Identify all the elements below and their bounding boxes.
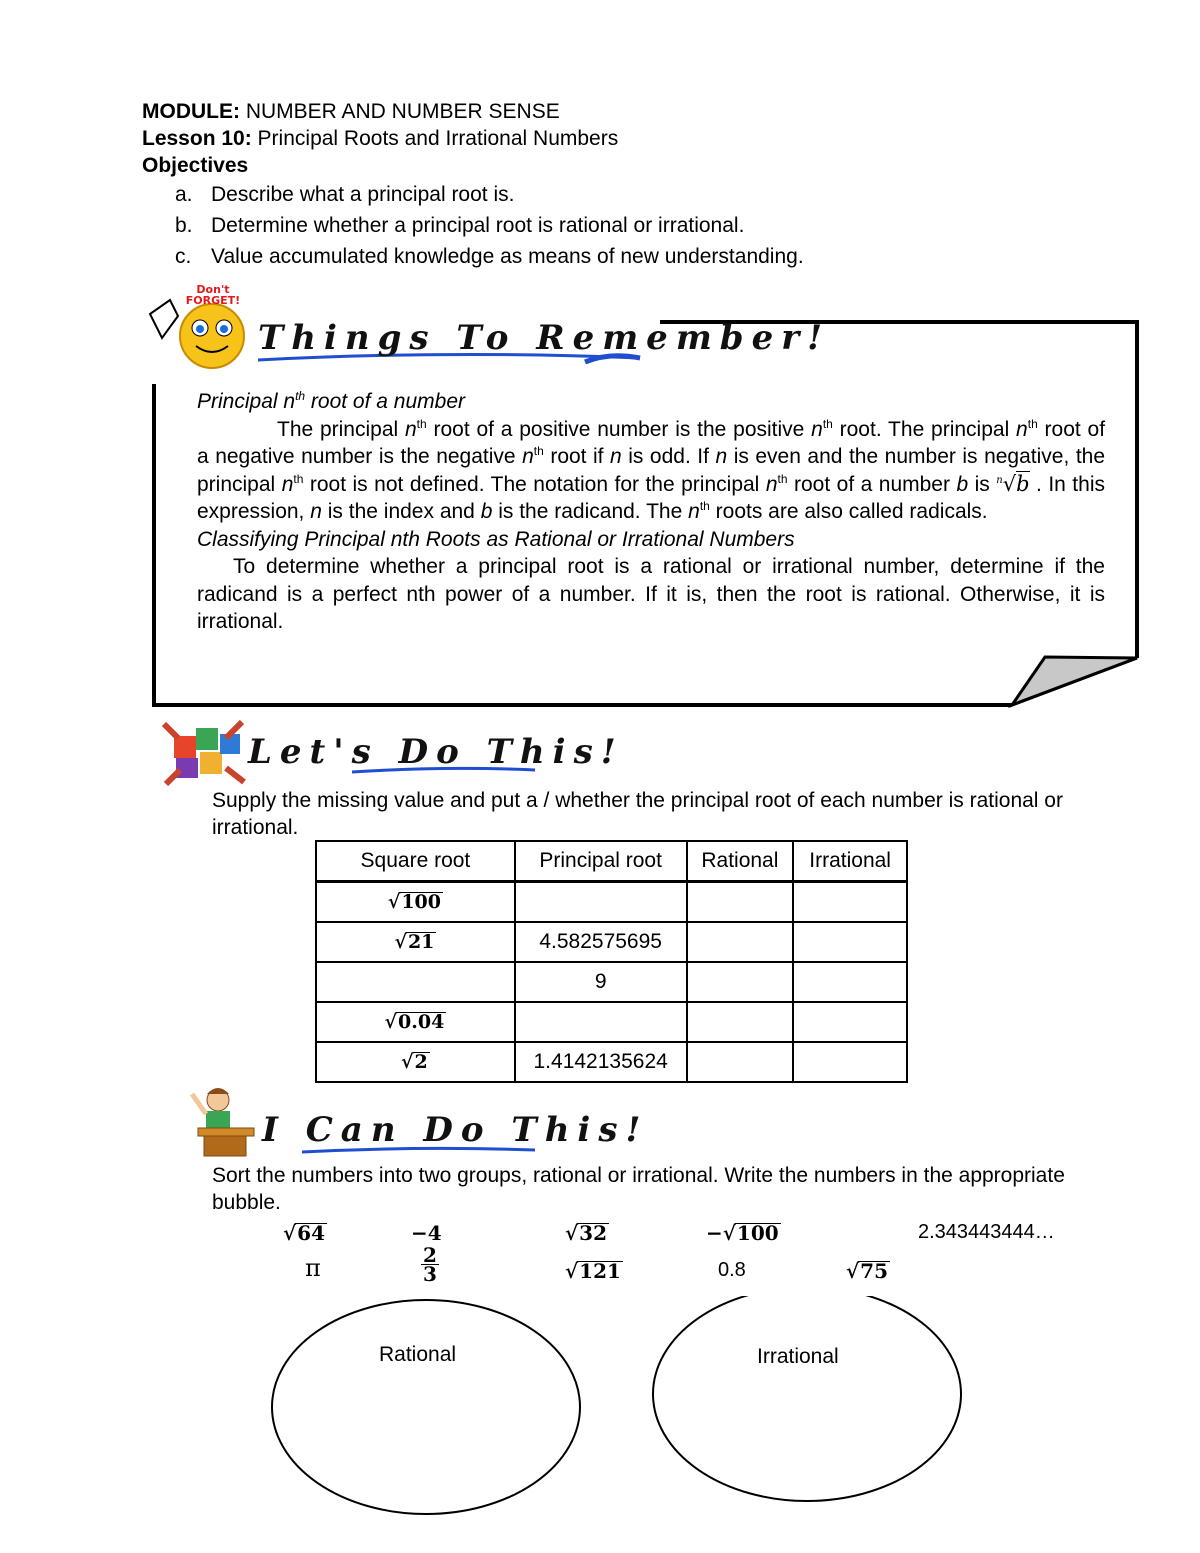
remember-heading-classifying: Classifying Principal nth Roots as Rational or Irrational Numbers <box>197 527 795 551</box>
number-decimal: 0.8 <box>718 1259 746 1281</box>
rational-check-cell[interactable] <box>687 882 794 923</box>
remember-paragraph-2: To determine whether a principal root is a rational or irrational number, determine if the radicand is a perfect nth power of a number. If it is, then the root is rational. Otherwise, it is irrational. <box>197 555 1105 633</box>
dont-forget-badge: Don't FORGET! <box>185 283 241 307</box>
i-can-banner: I Can Do This! <box>262 1110 649 1150</box>
table-row <box>316 962 907 1002</box>
objective-item: a. Describe what a principal root is. <box>175 183 515 206</box>
objective-item: c. Value accumulated knowledge as means of new understanding. <box>175 245 804 268</box>
lets-do-banner: Let's Do This! <box>248 732 624 772</box>
table-row <box>316 1002 907 1042</box>
number-neg-4: −4 <box>411 1221 442 1245</box>
number-sqrt-75: √75 <box>846 1259 888 1283</box>
i-can-underline <box>300 1140 540 1160</box>
irrational-check-cell[interactable] <box>793 962 907 1002</box>
objective-item: b. Determine whether a principal root is rational or irrational. <box>175 214 745 237</box>
rational-check-cell[interactable] <box>687 922 794 962</box>
lesson-title: Principal Roots and Irrational Numbers <box>251 127 619 150</box>
module-title: NUMBER AND NUMBER SENSE <box>240 100 560 123</box>
square-root-cell[interactable] <box>316 962 515 1002</box>
number-repeating-decimal: 2.343443444… <box>918 1221 1055 1243</box>
remember-paragraph-1: The principal $n^{th}$ root of a positive number is the positive $n^{th}$ root. The principal $n^{th}$ root of a negative number is the negative $n^{th}$ root if n is odd. If n is even and the number is negative, the principal $n^{th}$ root is not defined. The notation for the principal $n^{th}$ root of a number b is $^n$√b . In this expression, n is the index and b is the radicand. The $n^{th}$ roots are also called radicals. <box>197 416 1106 523</box>
remember-heading-principal: Principal $n^{th}$ root of a number <box>197 389 465 413</box>
objectives-heading: Objectives <box>142 154 249 177</box>
column-header: Rational <box>687 841 794 882</box>
number-neg-sqrt-100: −√100 <box>706 1221 779 1245</box>
number-sqrt-64: √64 <box>283 1221 325 1245</box>
number-sqrt-121: √121 <box>565 1259 621 1283</box>
irrational-check-cell[interactable] <box>793 1002 907 1042</box>
irrational-bubble-label: Irrational <box>757 1345 839 1368</box>
irrational-check-cell[interactable] <box>793 922 907 962</box>
table-row <box>316 882 907 923</box>
lesson-label: Lesson 10: <box>142 127 252 150</box>
student-desk-icon <box>182 1080 262 1160</box>
column-header: Principal root <box>515 841 687 882</box>
principal-root-cell[interactable] <box>515 882 687 923</box>
principal-root-cell[interactable]: 4.582575695 <box>515 922 687 962</box>
principal-root-cell: 9 <box>515 962 687 1002</box>
principal-root-table <box>315 840 908 1083</box>
column-header: Square root <box>316 841 515 882</box>
module-label: MODULE: <box>142 100 240 123</box>
square-root-cell: √100 <box>316 882 515 923</box>
rational-check-cell[interactable] <box>687 1002 794 1042</box>
square-root-cell: √2 <box>316 1042 515 1082</box>
number-fraction: $\frac{2}{3}$ <box>423 1243 437 1286</box>
sorting-bubbles <box>260 1296 980 1526</box>
irrational-bubble[interactable] <box>653 1296 961 1501</box>
number-sqrt-32: √32 <box>565 1221 607 1245</box>
rational-bubble[interactable] <box>272 1300 580 1514</box>
number-pi: π <box>305 1254 321 1282</box>
lets-do-instruction: Supply the missing value and put a / whether the principal root of each number is rational or irrational. <box>212 789 1063 839</box>
puzzle-hands-icon <box>160 718 250 788</box>
square-root-cell: √21 <box>316 922 515 962</box>
rational-bubble-label: Rational <box>379 1343 457 1366</box>
rational-check-cell[interactable] <box>687 1042 794 1082</box>
principal-root-cell[interactable] <box>515 1002 687 1042</box>
table-row <box>316 1042 907 1082</box>
rational-check-cell[interactable] <box>687 962 794 1002</box>
lets-do-underline <box>350 760 540 780</box>
table-row <box>316 922 907 962</box>
irrational-check-cell[interactable] <box>793 1042 907 1082</box>
remember-content <box>197 388 1105 636</box>
square-root-cell: √0.04 <box>316 1002 515 1042</box>
remember-banner: Things To Remember! <box>258 318 831 358</box>
irrational-check-cell[interactable] <box>793 882 907 923</box>
principal-root-cell: 1.4142135624 <box>515 1042 687 1082</box>
table-header-row <box>316 841 907 882</box>
column-header: Irrational <box>793 841 907 882</box>
i-can-instruction: Sort the numbers into two groups, rational or irrational. Write the numbers in the appropriate bubble. <box>212 1164 1065 1214</box>
